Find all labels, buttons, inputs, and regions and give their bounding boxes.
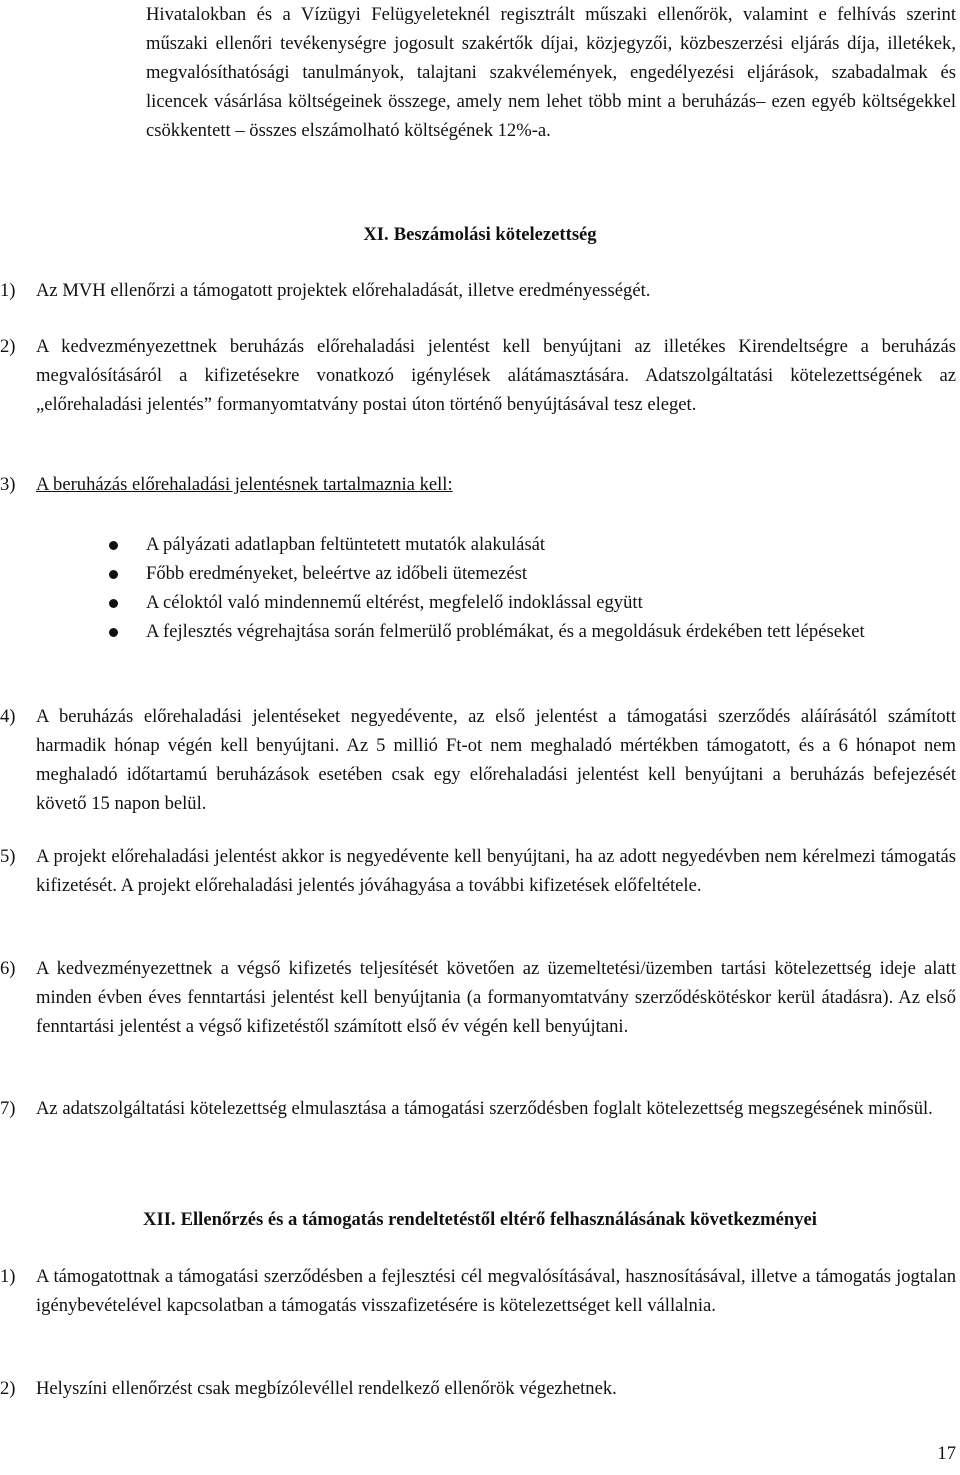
bullet-icon: [109, 541, 118, 550]
list-item: [0, 530, 956, 559]
xi-item-6-number: 6): [0, 958, 16, 979]
xi-item-3-text: A beruházás előrehaladási jelentésnek tartalmaznia kell:: [36, 474, 453, 495]
xi-item-1-number: 1): [0, 280, 16, 301]
section-xi-number: XI.: [363, 224, 389, 245]
xii-item-1-number: 1): [0, 1266, 16, 1287]
xi-item-2-number: 2): [0, 336, 16, 357]
xi-item-4-number: 4): [0, 706, 16, 727]
intro-paragraph: Hivatalokban és a Vízügyi Felügyeleteknél regisztrált műszaki ellenőrök, valamint e felhívás szerint műszaki ellenőri tevékenységre jogosult szakértők díjai, közjegyzői, közbeszerzési eljárás díja, illetékek, megvalósíthatósági tanulmányok, talajtani szakvélemények, engedélyezési eljárások, szabadalmak és licencek vásárlása költségeinek összege, amely nem lehet több mint a beruházás– ezen egyéb költségekkel csökkentett – összes elszámolható költségének 12%-a.: [146, 4, 956, 141]
xi-item-5-number: 5): [0, 846, 16, 867]
bullet-text: Főbb eredményeket, beleértve az időbeli ütemezést: [146, 563, 528, 584]
xi-item-5-text: A projekt előrehaladási jelentést akkor is negyedévente kell benyújtani, ha az adott negyedévben nem kérelmezi támogatás kifizetését. A projekt előrehaladási jelentés jóváhagyása a további kifizetések előfeltétele.: [36, 846, 956, 896]
bullet-text: A pályázati adatlapban feltüntetett mutatók alakulását: [146, 534, 546, 555]
bullet-icon: [109, 599, 118, 608]
xi-item-7-text: Az adatszolgáltatási kötelezettség elmulasztása a támogatási szerződésben foglalt kötelezettség megszegésének minősül.: [36, 1098, 933, 1119]
list-item: [0, 588, 956, 617]
xi-item-4-text: A beruházás előrehaladási jelentéseket negyedévente, az első jelentést a támogatási szerződés aláírásától számított harmadik hónap végén kell benyújtani. Az 5 millió Ft-ot nem meghaladó mértékben támogatott, és a 6 hónapot nem meghaladó időtartamú beruházások esetében csak egy előrehaladási jelentést kell benyújtani a beruházás befejezését követő 15 napon belül.: [36, 706, 956, 814]
xi-item-3-number: 3): [0, 474, 16, 495]
xi-item-6-text: A kedvezményezettnek a végső kifizetés teljesítését követően az üzemeltetési/üzemben tartási kötelezettség ideje alatt minden évben éves fenntartási jelentést kell benyújtania (a formanyomtatvány szerződéskötéskor kerül átadásra). Az első fenntartási jelentést a végső kifizetéstől számított első év végén kell benyújtani.: [36, 958, 956, 1037]
section-xi-heading: [0, 220, 960, 249]
page-number: 17: [937, 1443, 956, 1464]
xi-bullet-list: [0, 530, 960, 646]
xii-item-1-text: A támogatottnak a támogatási szerződésben a fejlesztési cél megvalósításával, hasznosításával, illetve a támogatás jogtalan igénybevételével kapcsolatban a támogatás visszafizetésére is kötelezettséget kell vállalnia.: [36, 1266, 956, 1316]
bullet-icon: [109, 628, 118, 637]
section-xi-title: Beszámolási kötelezettség: [393, 224, 597, 245]
xi-item-1-text: Az MVH ellenőrzi a támogatott projektek előrehaladását, illetve eredményességét.: [36, 280, 651, 301]
bullet-text: A céloktól való mindennemű eltérést, megfelelő indoklással együtt: [146, 592, 643, 613]
section-xii-number: XII.: [143, 1209, 176, 1230]
section-xii-title: Ellenőrzés és a támogatás rendeltetéstől eltérő felhasználásának következményei: [180, 1209, 817, 1230]
list-item: [0, 617, 956, 646]
xi-item-2-text: A kedvezményezettnek beruházás előrehaladási jelentést kell benyújtani az illetékes Kirendeltségre a beruházás megvalósításáról a kifizetésekre vonatkozó igénylések alátámasztására. Adatszolgáltatási kötelezettségének az „előrehaladási jelentés” formanyomtatvány postai úton történő benyújtásával tesz eleget.: [36, 336, 956, 415]
bullet-icon: [109, 570, 118, 579]
xii-item-2-text: Helyszíni ellenőrzést csak megbízólevéllel rendelkező ellenőrök végezhetnek.: [36, 1378, 617, 1399]
xii-item-2-number: 2): [0, 1378, 16, 1399]
bullet-text: A fejlesztés végrehajtása során felmerülő problémákat, és a megoldásuk érdekében tett lépéseket: [146, 621, 865, 642]
xi-item-7-number: 7): [0, 1098, 16, 1119]
list-item: [0, 559, 956, 588]
section-xii-heading: [0, 1205, 960, 1234]
